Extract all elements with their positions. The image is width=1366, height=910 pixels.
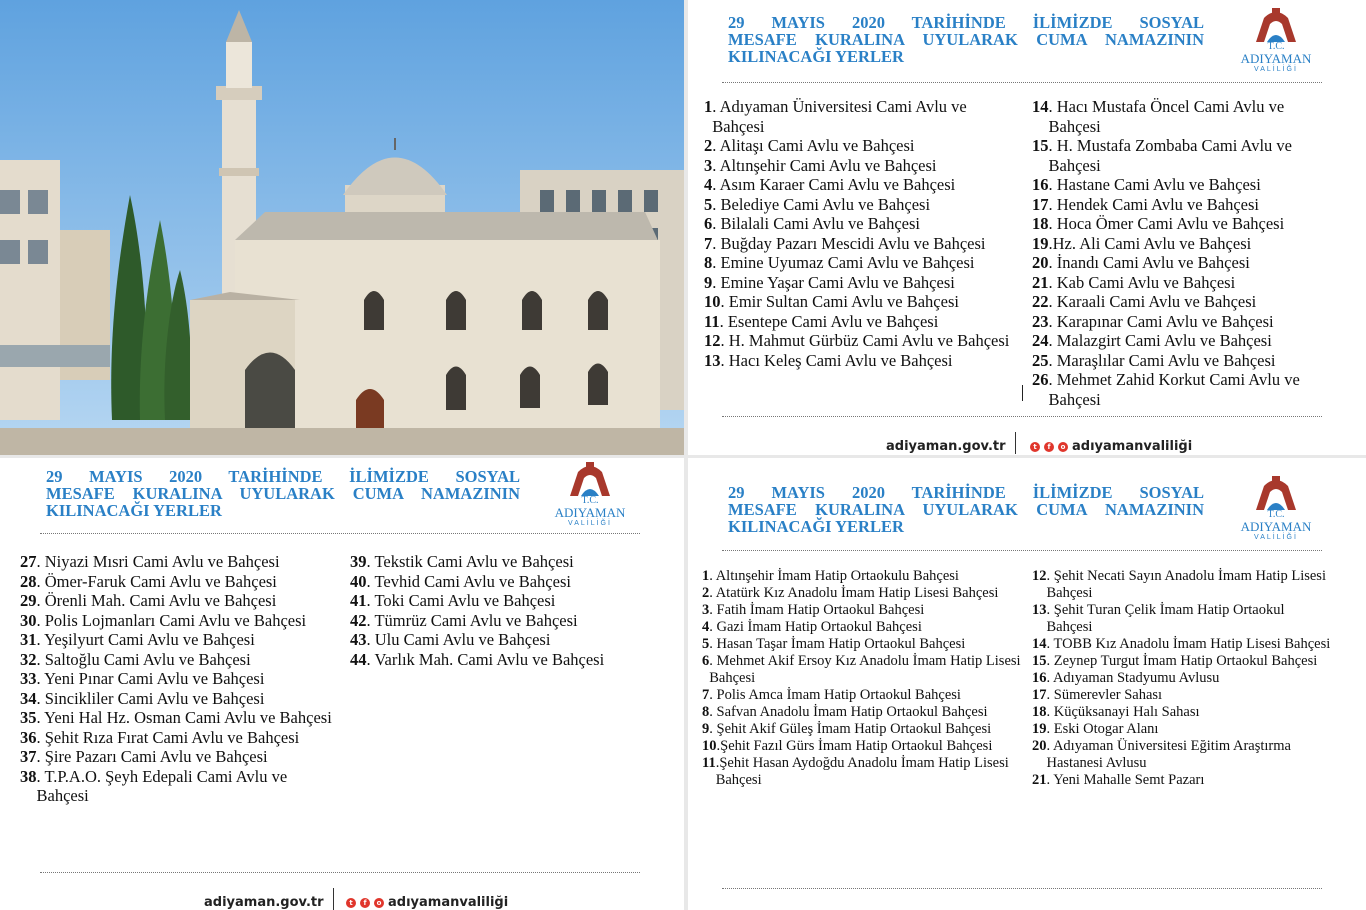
list-item (20, 689, 340, 709)
item-number: 7 (702, 687, 710, 703)
item-number: 20 (1032, 738, 1047, 754)
item-number: 15 (1032, 136, 1049, 155)
item-number: 3 (702, 602, 710, 618)
footer-divider (1015, 432, 1016, 454)
item-text: . H. Mahmut Gürbüz Cami Avlu ve Bahçesi (720, 331, 1010, 350)
adiyaman-logo: T.C. ADIYAMAN VALİLİĞİ (548, 458, 632, 530)
item-text: . Küçüksanayi Halı Sahası (1046, 704, 1200, 720)
item-text: . Niyazi Mısri Cami Avlu ve Bahçesi (36, 552, 280, 571)
item-number: 6 (704, 214, 713, 233)
facebook-icon[interactable]: f (360, 898, 370, 908)
item-text: . Karapınar Cami Avlu ve Bahçesi (1048, 311, 1274, 331)
list-item (350, 572, 670, 592)
item-number: 36 (20, 727, 37, 747)
logo-emblem-icon (1234, 4, 1318, 44)
item-number: 9 (702, 721, 710, 737)
list-item (1032, 331, 1332, 351)
item-text: . Altınşehir İmam Hatip Ortaokulu Bahçesi (709, 568, 959, 584)
item-number: 41 (350, 591, 367, 610)
list-item (704, 175, 1022, 195)
item-text: . Yeşilyurt Cami Avlu ve Bahçesi (36, 630, 255, 649)
item-text: . Hastane Cami Avlu ve Bahçesi (1048, 175, 1261, 194)
list-item (704, 214, 1022, 234)
item-text: . Fatih İmam Hatip Ortaokul Bahçesi (709, 602, 925, 618)
item-number: 8 (704, 253, 713, 272)
item-text: . Tümrüz Cami Avlu ve Bahçesi (366, 610, 578, 630)
item-number: 28 (20, 571, 37, 591)
item-text: . Safvan Anadolu İmam Hatip Ortaokul Bahçesi (709, 704, 988, 720)
item-number: 24 (1032, 331, 1049, 350)
list-item (20, 591, 340, 611)
list-item (350, 650, 670, 670)
list-item (702, 653, 1024, 687)
item-number: 3 (704, 155, 713, 175)
item-text: . Ömer-Faruk Cami Avlu ve Bahçesi (36, 571, 277, 591)
item-text: . Asım Karaer Cami Avlu ve Bahçesi (712, 175, 956, 194)
list-item (1032, 602, 1332, 636)
list-item (1032, 214, 1332, 234)
item-number: 31 (20, 630, 37, 649)
item-text: . Maraşlılar Cami Avlu ve Bahçesi (1048, 350, 1276, 370)
adiyaman-logo: T.C. ADIYAMAN VALİLİĞİ (1234, 4, 1318, 76)
item-number: 35 (20, 708, 37, 727)
list-item (704, 273, 1022, 293)
item-number: 6 (702, 653, 710, 669)
item-text: . Hasan Taşar İmam Hatip Ortaokul Bahçesi (709, 636, 966, 652)
list-item (20, 767, 340, 806)
item-text: . H. Mustafa Zombaba Cami Avlu ve Bahçesi (1048, 136, 1292, 175)
list-item (702, 755, 1024, 789)
item-text: . Hacı Mustafa Öncel Cami Avlu ve Bahçesi (1048, 97, 1285, 136)
mosque-illustration (0, 0, 684, 455)
item-number: 4 (704, 175, 713, 194)
twitter-icon[interactable]: t (346, 898, 356, 908)
item-number: 15 (1032, 653, 1047, 669)
header-rule (722, 550, 1322, 551)
item-number: 1 (704, 97, 713, 116)
list-item (350, 591, 670, 611)
item-text: .Şehit Fazıl Gürs İmam Hatip Ortaokul Bahçesi (716, 738, 993, 754)
item-text: . Buğday Pazarı Mescidi Avlu ve Bahçesi (712, 233, 986, 253)
list-item (350, 630, 670, 650)
item-number: 26 (1032, 370, 1049, 389)
item-number: 21 (1032, 272, 1049, 292)
item-number: 11 (702, 755, 716, 771)
list-item (704, 195, 1022, 215)
item-text: . Polis Lojmanları Cami Avlu ve Bahçesi (36, 610, 307, 630)
item-number: 25 (1032, 350, 1049, 370)
list-item (704, 331, 1022, 351)
item-text: . Adıyaman Stadyumu Avlusu (1046, 670, 1220, 686)
list-item (702, 585, 1024, 602)
item-text: . Sümerevler Sahası (1046, 687, 1163, 703)
item-number: 18 (1032, 214, 1049, 233)
item-text: . Bilalali Cami Avlu ve Bahçesi (712, 214, 920, 233)
list-item (702, 687, 1024, 704)
list-item (20, 611, 340, 631)
item-text: . Esentepe Cami Avlu ve Bahçesi (719, 311, 939, 331)
panel-title: 29 MAYIS 2020 TARİHİNDE İLİMİZDE SOSYAL MESAFE KURALINA UYULARAK CUMA NAMAZININ KILINACAĞI YERLER (728, 483, 1204, 536)
item-text: . Karaali Cami Avlu ve Bahçesi (1048, 292, 1257, 311)
item-text: . Atatürk Kız Anadolu İmam Hatip Lisesi Bahçesi (709, 585, 999, 601)
list-item (350, 552, 670, 572)
item-number: 32 (20, 649, 37, 669)
list-item (702, 568, 1024, 585)
list-item (1032, 292, 1332, 312)
list-item (1032, 273, 1332, 293)
item-number: 4 (702, 619, 710, 635)
item-text: . Polis Amca İmam Hatip Ortaokul Bahçesi (709, 687, 961, 703)
footer-divider (333, 888, 334, 910)
item-text: . Gazi İmam Hatip Ortaokul Bahçesi (709, 619, 922, 635)
item-number: 29 (20, 591, 37, 610)
item-number: 10 (702, 738, 717, 754)
list-item (20, 552, 340, 572)
list-item (702, 636, 1024, 653)
item-text: . Adıyaman Üniversitesi Cami Avlu ve Bahçesi (712, 97, 967, 136)
list-column-right (350, 552, 670, 669)
item-number: 10 (704, 292, 721, 311)
item-text: . Hacı Keleş Cami Avlu ve Bahçesi (720, 350, 953, 370)
list-item (20, 708, 340, 728)
list-item (1032, 234, 1332, 254)
item-text: . Saltoğlu Cami Avlu ve Bahçesi (36, 649, 251, 669)
item-text: . Kab Cami Avlu ve Bahçesi (1048, 272, 1236, 292)
list-item (1032, 568, 1332, 602)
item-number: 5 (704, 194, 713, 214)
logo-emblem-icon (1234, 472, 1318, 512)
facebook-icon[interactable]: f (1044, 442, 1054, 452)
item-number: 8 (702, 704, 710, 720)
item-number: 34 (20, 688, 37, 708)
item-number: 2 (704, 136, 713, 155)
list-item (1032, 653, 1332, 670)
list-item (1032, 670, 1332, 687)
item-number: 30 (20, 610, 37, 630)
list-panel-3 (688, 458, 1366, 910)
item-number: 23 (1032, 311, 1049, 331)
header-rule (40, 533, 640, 534)
item-number: 39 (350, 552, 367, 571)
item-number: 44 (350, 649, 367, 669)
item-text: . Örenli Mah. Cami Avlu ve Bahçesi (36, 591, 277, 610)
list-panel-2 (0, 458, 684, 910)
footer-rule (722, 416, 1322, 417)
list-column-right (1032, 97, 1332, 409)
item-number: 17 (1032, 687, 1047, 703)
list-item (1032, 195, 1332, 215)
item-number: 9 (704, 272, 713, 292)
list-item (1032, 772, 1332, 789)
list-panel-1 (688, 0, 1366, 455)
item-text: . Yeni Pınar Cami Avlu ve Bahçesi (36, 669, 265, 688)
list-item (1032, 175, 1332, 195)
list-item (1032, 370, 1332, 409)
item-number: 38 (20, 766, 37, 786)
list-item (702, 738, 1024, 755)
item-number: 5 (702, 636, 710, 652)
header-rule (722, 82, 1322, 83)
item-number: 19 (1032, 721, 1047, 737)
item-number: 2 (702, 585, 710, 601)
item-text: . Şehit Turan Çelik İmam Hatip Ortaokul Bahçesi (1046, 602, 1285, 635)
item-text: . Toki Cami Avlu ve Bahçesi (366, 591, 556, 610)
item-number: 16 (1032, 670, 1047, 686)
list-item (1032, 721, 1332, 738)
item-number: 14 (1032, 636, 1047, 652)
list-item (350, 611, 670, 631)
list-item (1032, 136, 1332, 175)
item-text: . Mehmet Akif Ersoy Kız Anadolu İmam Hatip Lisesi Bahçesi (709, 653, 1021, 686)
item-number: 12 (1032, 568, 1047, 584)
item-text: .Şehit Hasan Aydoğdu Anadolu İmam Hatip Lisesi Bahçesi (715, 755, 1009, 788)
list-item (20, 572, 340, 592)
item-number: 22 (1032, 292, 1049, 311)
mosque-photo (0, 0, 684, 455)
list-item (1032, 312, 1332, 332)
social-handle[interactable]: t f o adıyamanvaliliği (1030, 439, 1192, 454)
twitter-icon[interactable]: t (1030, 442, 1040, 452)
list-item (704, 292, 1022, 312)
item-text: . Yeni Hal Hz. Osman Cami Avlu ve Bahçesi (36, 708, 332, 727)
list-item (1032, 97, 1332, 136)
item-text: . Emir Sultan Cami Avlu ve Bahçesi (720, 292, 959, 311)
list-item (20, 630, 340, 650)
item-number: 12 (704, 331, 721, 350)
item-text: . İnandı Cami Avlu ve Bahçesi (1048, 253, 1250, 272)
item-number: 17 (1032, 194, 1049, 214)
item-text: . Hendek Cami Avlu ve Bahçesi (1048, 194, 1259, 214)
item-text: . T.P.A.O. Şeyh Edepali Cami Avlu ve Bahçesi (36, 766, 288, 805)
item-text: . Mehmet Zahid Korkut Cami Avlu ve Bahçesi (1048, 370, 1300, 409)
item-number: 13 (704, 350, 721, 370)
list-item (20, 747, 340, 767)
item-text: . Malazgirt Cami Avlu ve Bahçesi (1048, 331, 1272, 350)
item-number: 7 (704, 233, 713, 253)
list-item (704, 234, 1022, 254)
instagram-icon[interactable]: o (374, 898, 384, 908)
item-text: . Adıyaman Üniversitesi Eğitim Araştırma Hastanesi Avlusu (1046, 738, 1291, 771)
list-item (1032, 253, 1332, 273)
item-text: . Belediye Cami Avlu ve Bahçesi (712, 194, 931, 214)
list-item (704, 136, 1022, 156)
item-text: . Şehit Akif Güleş İmam Hatip Ortaokul Bahçesi (709, 721, 992, 737)
list-item (1032, 738, 1332, 772)
item-number: 20 (1032, 253, 1049, 272)
item-number: 18 (1032, 704, 1047, 720)
item-text: . Yeni Mahalle Semt Pazarı (1046, 772, 1205, 788)
item-text: . Zeynep Turgut İmam Hatip Ortaokul Bahçesi (1046, 653, 1318, 669)
item-number: 19 (1032, 233, 1049, 253)
panel-title: 29 MAYIS 2020 TARİHİNDE İLİMİZDE SOSYAL MESAFE KURALINA UYULARAK CUMA NAMAZININ KILINACAĞI YERLER (728, 13, 1204, 66)
list-item (704, 351, 1022, 371)
list-item (20, 728, 340, 748)
adiyaman-logo: T.C. ADIYAMAN VALİLİĞİ (1234, 472, 1318, 544)
list-item (702, 619, 1024, 636)
item-text: . Varlık Mah. Cami Avlu ve Bahçesi (366, 649, 605, 669)
item-number: 1 (702, 568, 710, 584)
list-item (1032, 636, 1332, 653)
footer-rule (722, 888, 1322, 889)
list-item (1032, 704, 1332, 721)
list-item (20, 669, 340, 689)
item-number: 13 (1032, 602, 1047, 618)
list-item (1032, 687, 1332, 704)
list-item (1032, 351, 1332, 371)
item-number: 27 (20, 552, 37, 571)
item-text: . TOBB Kız Anadolu İmam Hatip Lisesi Bahçesi (1046, 636, 1331, 652)
logo-emblem-icon (548, 458, 632, 498)
list-item (704, 156, 1022, 176)
item-text: . Şehit Necati Sayın Anadolu İmam Hatip Lisesi Bahçesi (1046, 568, 1326, 601)
item-text: . Sincikliler Cami Avlu ve Bahçesi (36, 688, 265, 708)
list-column-right (1032, 568, 1332, 789)
item-text: . Emine Uyumaz Cami Avlu ve Bahçesi (712, 253, 975, 272)
item-text: . Alitaşı Cami Avlu ve Bahçesi (712, 136, 915, 155)
list-item (704, 312, 1022, 332)
item-text: . Tevhid Cami Avlu ve Bahçesi (366, 571, 571, 591)
website-link[interactable]: adiyaman.gov.tr (886, 439, 1006, 454)
list-item (20, 650, 340, 670)
item-number: 43 (350, 630, 367, 649)
social-handle[interactable]: t f o adıyamanvaliliği (346, 895, 508, 910)
item-number: 42 (350, 610, 367, 630)
item-text: . Şire Pazarı Cami Avlu ve Bahçesi (36, 747, 268, 766)
instagram-icon[interactable]: o (1058, 442, 1068, 452)
list-item (704, 253, 1022, 273)
item-text: .Hz. Ali Cami Avlu ve Bahçesi (1048, 233, 1252, 253)
list-item (702, 704, 1024, 721)
item-text: . Tekstik Cami Avlu ve Bahçesi (366, 552, 574, 571)
item-text: . Altınşehir Cami Avlu ve Bahçesi (712, 155, 937, 175)
list-item (702, 602, 1024, 619)
footer-rule (40, 872, 640, 873)
panel-title: 29 MAYIS 2020 TARİHİNDE İLİMİZDE SOSYAL MESAFE KURALINA UYULARAK CUMA NAMAZININ KILINACAĞI YERLER (46, 467, 520, 520)
item-text: . Ulu Cami Avlu ve Bahçesi (366, 630, 551, 649)
item-number: 14 (1032, 97, 1049, 116)
item-number: 37 (20, 747, 37, 766)
item-number: 11 (704, 311, 720, 331)
website-link[interactable]: adiyaman.gov.tr (204, 895, 324, 910)
item-text: . Emine Yaşar Cami Avlu ve Bahçesi (712, 272, 955, 292)
item-number: 16 (1032, 175, 1049, 194)
item-number: 33 (20, 669, 37, 688)
list-column-left (704, 97, 1022, 370)
list-item (704, 97, 1022, 136)
list-column-left (702, 568, 1024, 789)
item-number: 40 (350, 571, 367, 591)
item-number: 21 (1032, 772, 1047, 788)
item-text: . Şehit Rıza Fırat Cami Avlu ve Bahçesi (36, 727, 300, 747)
item-text: . Eski Otogar Alanı (1046, 721, 1159, 737)
list-item (702, 721, 1024, 738)
list-column-left (20, 552, 340, 806)
item-text: . Hoca Ömer Cami Avlu ve Bahçesi (1048, 214, 1285, 233)
text-cursor (1022, 385, 1023, 401)
